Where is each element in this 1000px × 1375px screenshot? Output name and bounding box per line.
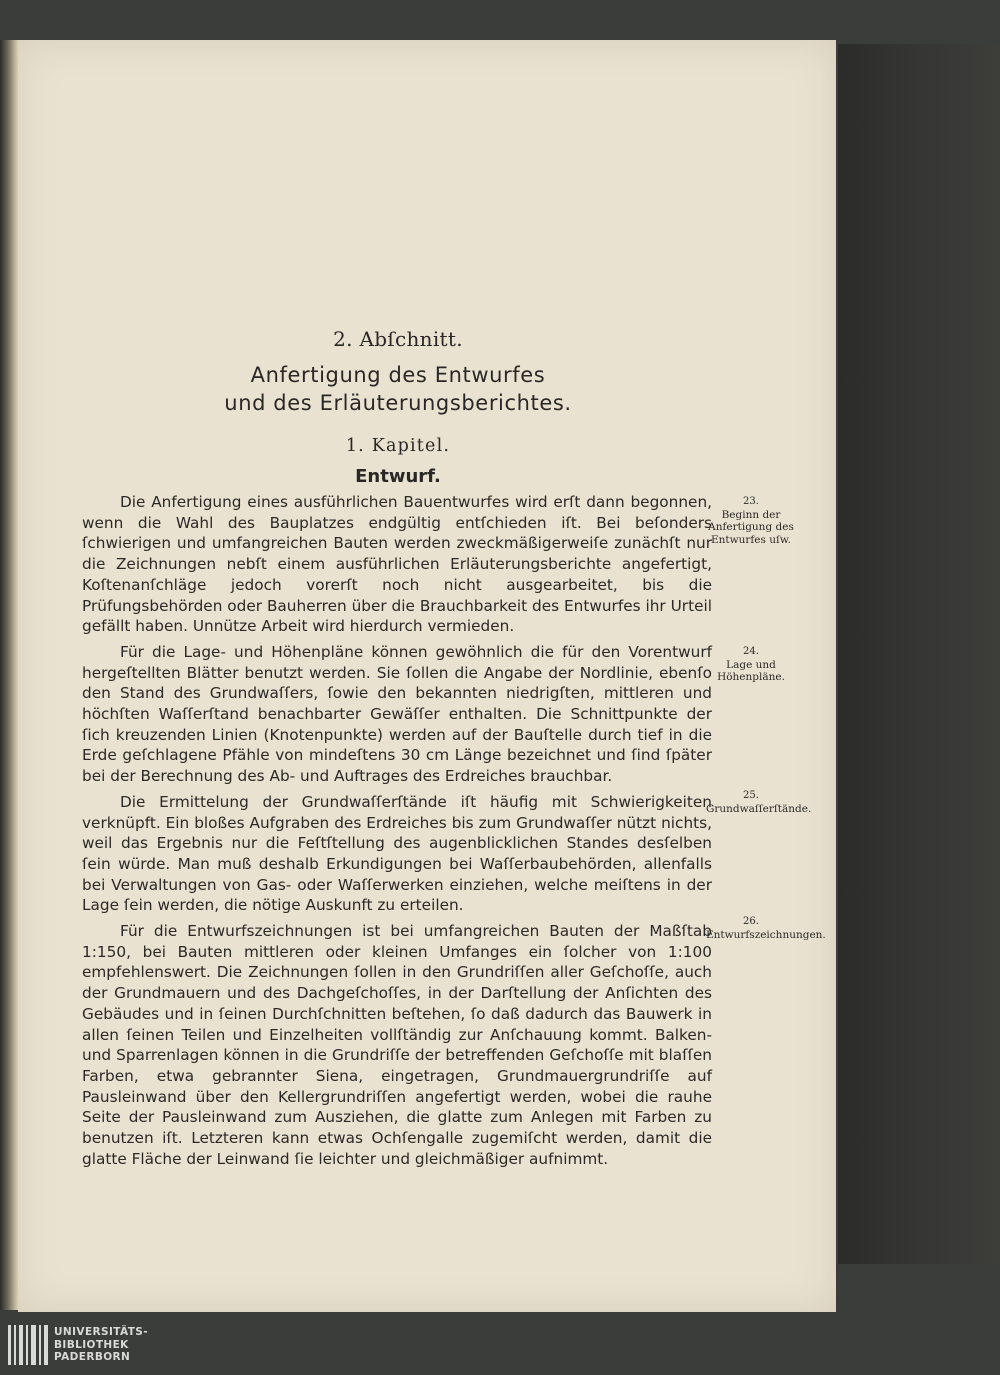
- margin-note-text: Beginn der Anfertigung des Entwurfes uſw.: [708, 508, 794, 546]
- margin-note-text: Grundwaſſerſtände.: [706, 802, 812, 815]
- margin-note-number: 23.: [743, 496, 759, 507]
- book-page: [18, 40, 836, 1312]
- logo-bars-icon: [8, 1325, 50, 1365]
- chapter-title: Entwurf.: [355, 466, 441, 487]
- margin-note-number: 25.: [743, 790, 759, 801]
- margin-note-26: [706, 916, 826, 941]
- logo-text: [54, 1326, 148, 1364]
- margin-note-text: Lage und Höhenpläne.: [717, 658, 785, 683]
- margin-note-24: [706, 646, 796, 684]
- margin-note-number: 26.: [743, 916, 759, 927]
- margin-note-number: 24.: [743, 646, 759, 657]
- paragraph-25: Die Ermittelung der Grundwaſſerſtände iſt häufig mit Schwierigkeiten verknüpft. Ein bloßes Aufgraben des Erdreiches bis zum Grundwaſſer nützt nichts, weil das Ergebnis nur die Feſtſtellung des augenblicklichen Standes desſelben ſein würde. Man muß deshalb Erkundigungen bei Waſſerbaubehörden, allenfalls bei Verwaltungen von Gas- oder Waſſerwerken einziehen, welche meiſtens in der Lage ſein werden, die nötige Auskunft zu erteilen.: [82, 792, 712, 915]
- logo-line-1: UNIVERSITÄTS-: [54, 1326, 149, 1338]
- section-heading: 2. Abſchnitt.: [333, 327, 463, 351]
- margin-note-23: [706, 496, 796, 546]
- logo-line-3: PADERBORN: [54, 1351, 131, 1363]
- book-cover-right: [838, 44, 1000, 1264]
- logo-line-2: BIBLIOTHEK: [54, 1338, 129, 1351]
- section-title-line-2: und des Erläuterungsberichtes.: [224, 391, 572, 415]
- chapter-heading: 1. Kapitel.: [345, 436, 451, 456]
- body-text: [82, 492, 712, 1170]
- paragraph-23: Die Anfertigung eines ausführlichen Bauentwurfes wird erſt dann begonnen, wenn die Wahl des Bauplatzes endgültig entſchieden iſt. Bei beſonders ſchwierigen und umfangreichen Bauten werden zweckmäßigerweiſe zunächſt nur die Zeichnungen nebſt einem ausführlichen Erläuterungsberichte angefertigt, Koſtenanſchläge jedoch vorerſt noch nicht ausgearbeitet, bis die Prüfungsbehörden oder Bauherren über die Brauchbarkeit des Entwurfes ihr Urteil gefällt haben. Unnütze Arbeit wird hierdurch vermieden.: [82, 493, 712, 636]
- paragraph-24: Für die Lage- und Höhenpläne können gewöhnlich die für den Vorentwurf hergeſtellten Blätter benutzt werden. Sie ſollen die Angabe der Nordlinie, ebenſo den Stand des Grundwaſſers, ſowie den bekannten niedrigſten, mittleren und höchſten Waſſerſtand benachbarter Gewäſſer enthalten. Die Schnittpunkte der ſich kreuzenden Linien (Knotenpunkte) werden auf der Bauſtelle durch tief in die Erde geſchlagene Pfähle von mindeſtens 30 cm Länge bezeichnet und ſind ſpäter bei der Berechnung des Ab- und Auftrages des Erdreiches brauchbar.: [82, 642, 712, 786]
- paragraph-26: Für die Entwurfszeichnungen ist bei umfangreichen Bauten der Maßſtab 1:150, bei Bauten mittleren oder kleinen Umfanges ein ſolcher von 1:100 empfehlenswert. Die Zeichnungen ſollen in den Grundriſſen aller Geſchoſſe, auch der Grundmauern und des Dachgeſchoſſes, in der Darſtellung der Anſichten des Gebäudes und in ſeinen Durchſchnitten beſtehen, ſo daß dadurch das Bauwerk in allen ſeinen Teilen und Einzelheiten vollſtändig zur Anſchauung kommt. Balken- und Sparrenlagen können in die Grundriſſe der betreffenden Geſchoſſe mit blaſſen Farben, etwa gebrannter Siena, eingetragen, Grundmauergrundriſſe auf Pausleinwand über den Kellergrundriſſen angefertigt werden, wobei die rauhe Seite der Pausleinwand zum Ausziehen, die glatte zum Anlegen mit Farben zu benutzen iſt. Letzteren kann etwas Ochſengalle zugemiſcht werden, damit die glatte Fläche der Leinwand ſie leichter und gleichmäßiger aufnimmt.: [82, 922, 712, 1168]
- library-logo: [8, 1323, 168, 1367]
- margin-note-text: Entwurfszeichnungen.: [706, 928, 826, 941]
- margin-note-25: [706, 790, 812, 815]
- section-title-line-1: Anfertigung des Entwurfes: [250, 363, 546, 387]
- book-edge-left: [0, 40, 20, 1310]
